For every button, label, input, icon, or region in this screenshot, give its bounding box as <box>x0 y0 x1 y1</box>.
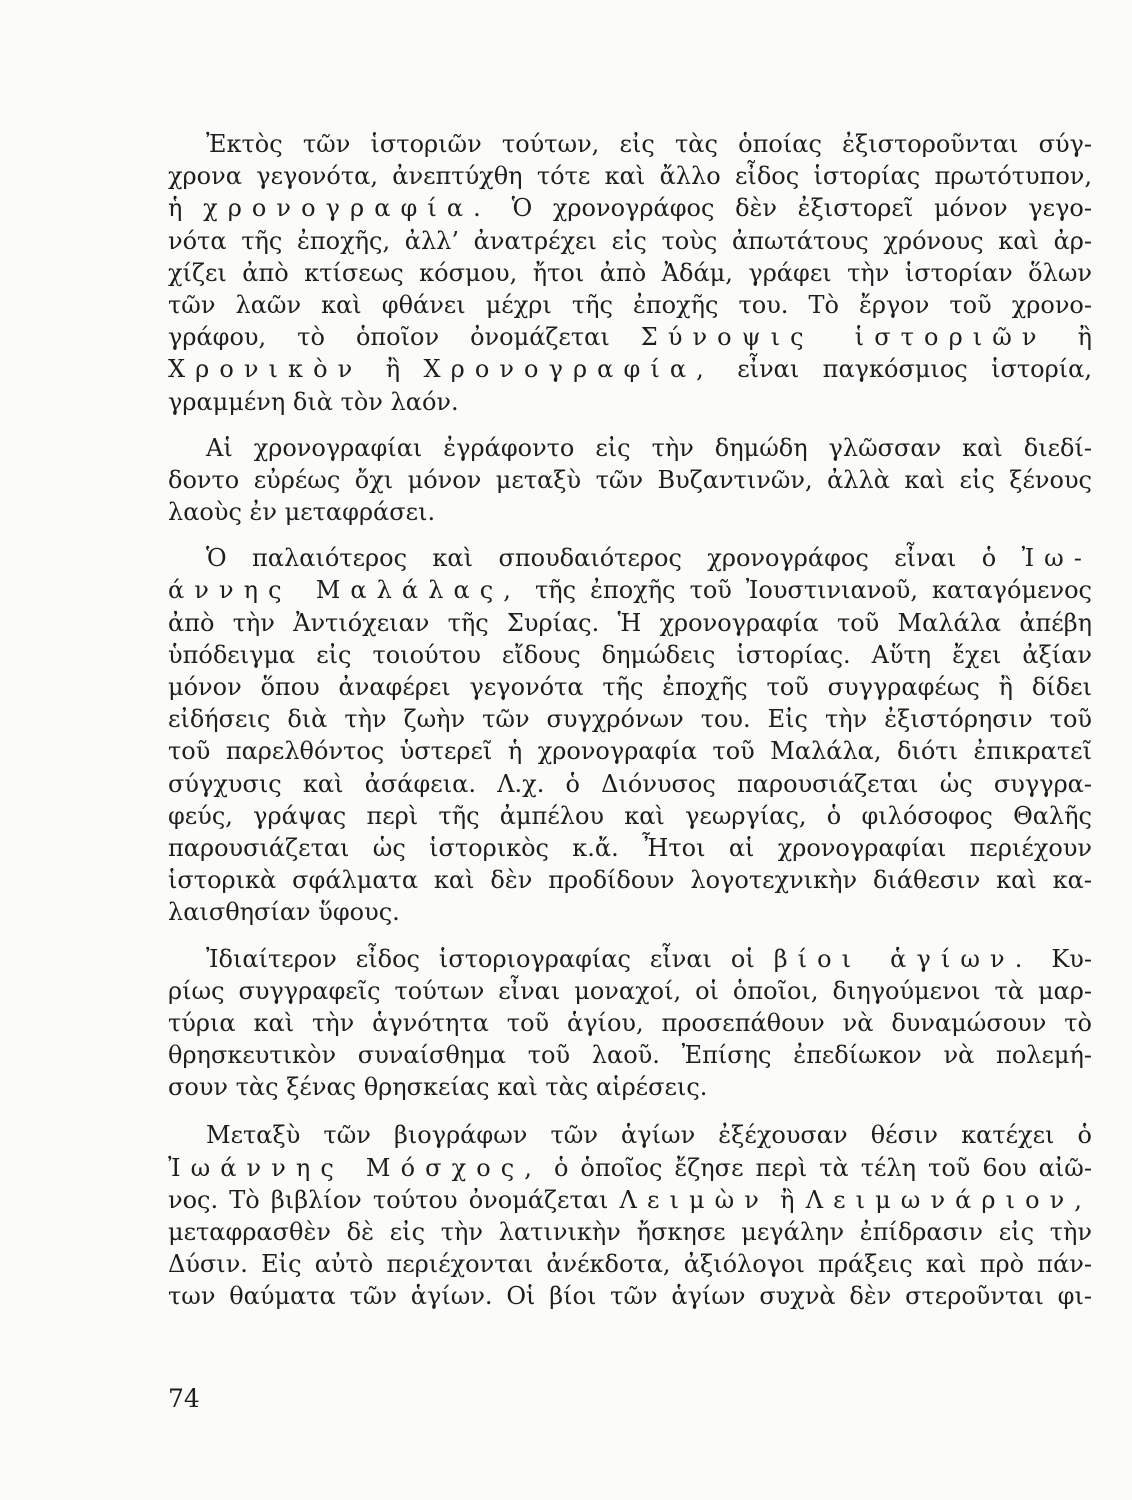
text-line <box>168 943 1092 975</box>
paragraph <box>168 1119 1092 1312</box>
text-line <box>168 432 1092 464</box>
text-line <box>168 128 1092 160</box>
text-run: Ἐκτὸς τῶν ἱστοριῶν τούτων, εἰς τὰς ὁποίας ἐξιστοροῦνται σύγ- <box>206 130 1092 158</box>
text-line <box>168 225 1092 257</box>
paragraph <box>168 128 1092 418</box>
spaced-emphasis: Ἰωάννης Μόσχος, <box>168 1153 542 1182</box>
text-run: Ὁ χρονογράφος δὲν ἐξιστορεῖ μόνον γεγο- <box>490 194 1092 223</box>
text-run: σύγχυσις καὶ ἀσάφεια. Λ.χ. ὁ Διόνυσος παρουσιάζεται ὡς συγγρα- <box>168 769 1092 798</box>
text-run: Ὁ παλαιότερος καὶ σπουδαιότερος χρονογράφος εἶναι ὁ <box>206 544 1022 573</box>
text-line <box>168 671 1092 703</box>
text-line <box>168 1071 1092 1103</box>
text-line <box>168 1248 1092 1280</box>
text-line <box>168 386 1092 418</box>
text-line <box>168 896 1092 928</box>
text-run: Κυ- <box>1032 944 1092 973</box>
spaced-emphasis: Χρονογραφία, <box>423 355 714 384</box>
text-line <box>168 832 1092 864</box>
spaced-emphasis: Χρονικὸν <box>168 355 363 384</box>
paragraph <box>168 542 1092 928</box>
text-run: μεταφρασθὲν δὲ εἰς τὴν λατινικὴν ἤσκησε μεγάλην ἐπίδρασιν εἰς τὴν <box>168 1218 1092 1246</box>
text-line <box>168 160 1092 192</box>
text-run: νος. Τὸ βιβλίον τούτου ὀνομάζεται <box>168 1185 620 1214</box>
text-line <box>168 639 1092 671</box>
text-run: τύρια καὶ τὴν ἁγνότητα τοῦ ἁγίου, προσεπάθουν νὰ δυναμώσουν τὸ <box>168 1008 1092 1037</box>
text-run: φεύς, γράψας περὶ τῆς ἀμπέλου καὶ γεωργίας, ὁ φιλόσοφος Θαλῆς <box>168 801 1092 830</box>
text-line <box>168 800 1092 832</box>
text-run: ὑπόδειγμα εἰς τοιούτου εἴδους δημώδεις ἱστορίας. Αὕτη ἔχει ἀξίαν <box>168 640 1092 669</box>
spaced-emphasis: άννης Μαλάλας, <box>168 576 522 605</box>
book-page-text <box>168 128 1092 1327</box>
spaced-emphasis: Σύνοψις ἱστοριῶν <box>640 323 1047 352</box>
text-run: χρονα γεγονότα, ἀνεπτύχθη τότε καὶ ἄλλο εἶδος ἱστορίας πρωτότυπον, <box>168 162 1092 191</box>
text-run: εἶναι παγκόσμιος ἱστορία, <box>713 355 1092 384</box>
text-run: ἡ <box>168 194 204 223</box>
text-run: τοῦ παρελθόντος ὑστερεῖ ἡ χρονογραφία τοῦ Μαλάλα, διότι ἐπικρατεῖ <box>168 737 1092 766</box>
page-number: 74 <box>168 1384 200 1413</box>
text-run: τῶν λαῶν καὶ φθάνει μέχρι τῆς ἐποχῆς του. Τὸ ἔργον τοῦ χρονο- <box>168 290 1092 319</box>
text-run: τῆς ἐποχῆς τοῦ Ἰουστινιανοῦ, καταγόμενος <box>521 576 1092 605</box>
text-line <box>168 542 1092 574</box>
text-run: σουν τὰς ξένας θρησκείας καὶ τὰς αἱρέσεις. <box>168 1073 708 1102</box>
spaced-emphasis: Λειμωνάριον, <box>805 1185 1093 1214</box>
spaced-emphasis: Ἰω- <box>1021 544 1092 573</box>
text-run: Ἰδιαίτερον εἶδος ἱστοριογραφίας εἶναι οἱ <box>206 944 774 973</box>
spaced-emphasis: χρονογραφία. <box>203 194 491 223</box>
text-run: Μεταξὺ τῶν βιογράφων τῶν ἁγίων ἐξέχουσαν θέσιν κατέχει ὁ <box>206 1121 1092 1150</box>
text-run: δοντο εὐρέως ὄχι μόνον μεταξὺ τῶν Βυζαντινῶν, ἀλλὰ καὶ εἰς ξένους <box>168 465 1092 494</box>
text-line <box>168 607 1092 639</box>
text-line <box>168 703 1092 735</box>
spaced-emphasis: Λειμὼν <box>619 1185 769 1214</box>
text-line <box>168 768 1092 800</box>
text-run: ἀπὸ τὴν Ἀντιόχειαν τῆς Συρίας. Ἡ χρονογραφία τοῦ Μαλάλα ἀπέβη <box>168 608 1092 637</box>
text-run: των θαύματα τῶν ἁγίων. Οἱ βίοι τῶν ἁγίων συχνὰ δὲν στεροῦνται φι- <box>168 1282 1092 1311</box>
spaced-emphasis: βίοι ἁγίων. <box>773 944 1033 973</box>
text-run: χίζει ἀπὸ κτίσεως κόσμου, ἤτοι ἀπὸ Ἀδάμ, γράφει τὴν ἱστορίαν ὅλων <box>168 258 1092 287</box>
text-line <box>168 464 1092 496</box>
text-run: ρίως συγγραφεῖς τούτων εἶναι μοναχοί, οἱ ὁποῖοι, διηγούμενοι τὰ μαρ- <box>168 976 1092 1005</box>
text-run: νότα τῆς ἐποχῆς, ἀλλ’ ἀνατρέχει εἰς τοὺς ἀπωτάτους χρόνους καὶ ἀρ- <box>168 226 1092 255</box>
text-run: λαισθησίαν ὕφους. <box>168 898 400 927</box>
text-line <box>168 1007 1092 1039</box>
text-run: ἱστορικὰ σφάλματα καὶ δὲν προδίδουν λογοτεχνικὴν διάθεσιν καὶ κα- <box>168 866 1092 895</box>
text-line <box>168 321 1092 353</box>
text-run: ἢ <box>1046 323 1092 352</box>
text-line <box>168 257 1092 289</box>
paragraph <box>168 432 1092 529</box>
text-line <box>168 1152 1092 1184</box>
text-run: εἰδήσεις διὰ τὴν ζωὴν τῶν συγχρόνων του. Εἰς τὴν ἐξιστόρησιν τοῦ <box>168 705 1092 734</box>
text-line <box>168 1280 1092 1312</box>
text-line <box>168 496 1092 528</box>
text-line <box>168 353 1092 385</box>
text-line <box>168 1119 1092 1151</box>
text-line <box>168 574 1092 606</box>
text-line <box>168 1184 1092 1216</box>
text-run: Αἱ χρονογραφίαι ἐγράφοντο εἰς τὴν δημώδη γλῶσσαν καὶ διεδί- <box>206 433 1092 462</box>
text-line <box>168 975 1092 1007</box>
text-run: θρησκευτικὸν συναίσθημα τοῦ λαοῦ. Ἐπίσης ἐπεδίωκον νὰ πολεμή- <box>168 1041 1092 1070</box>
text-run: ἢ <box>362 355 424 384</box>
text-run: λαοὺς ἐν μεταφράσει. <box>168 498 436 527</box>
text-line <box>168 1216 1092 1248</box>
text-line <box>168 1039 1092 1071</box>
text-run: παρουσιάζεται ὡς ἱστορικὸς κ.ἄ. Ἦτοι αἱ χρονογραφίαι περιέχουν <box>168 833 1092 862</box>
text-run: μόνον ὅπου ἀναφέρει γεγονότα τῆς ἐποχῆς τοῦ συγγραφέως ἢ δίδει <box>168 673 1092 701</box>
text-line <box>168 192 1092 224</box>
text-line <box>168 735 1092 767</box>
text-run: ὁ ὁποῖος ἔζησε περὶ τὰ τέλη τοῦ 6ου αἰῶ- <box>541 1153 1092 1182</box>
text-run: Δύσιν. Εἰς αὐτὸ περιέχονται ἀνέκδοτα, ἀξιόλογοι πράξεις καὶ πρὸ πάν- <box>168 1250 1092 1279</box>
text-line <box>168 864 1092 896</box>
text-line <box>168 289 1092 321</box>
paragraph <box>168 943 1092 1104</box>
text-run: γραμμένη διὰ τὸν λαόν. <box>168 387 459 416</box>
text-run: γράφου, τὸ ὁποῖον ὀνομάζεται <box>168 323 641 352</box>
text-run: ἢ <box>768 1185 806 1214</box>
